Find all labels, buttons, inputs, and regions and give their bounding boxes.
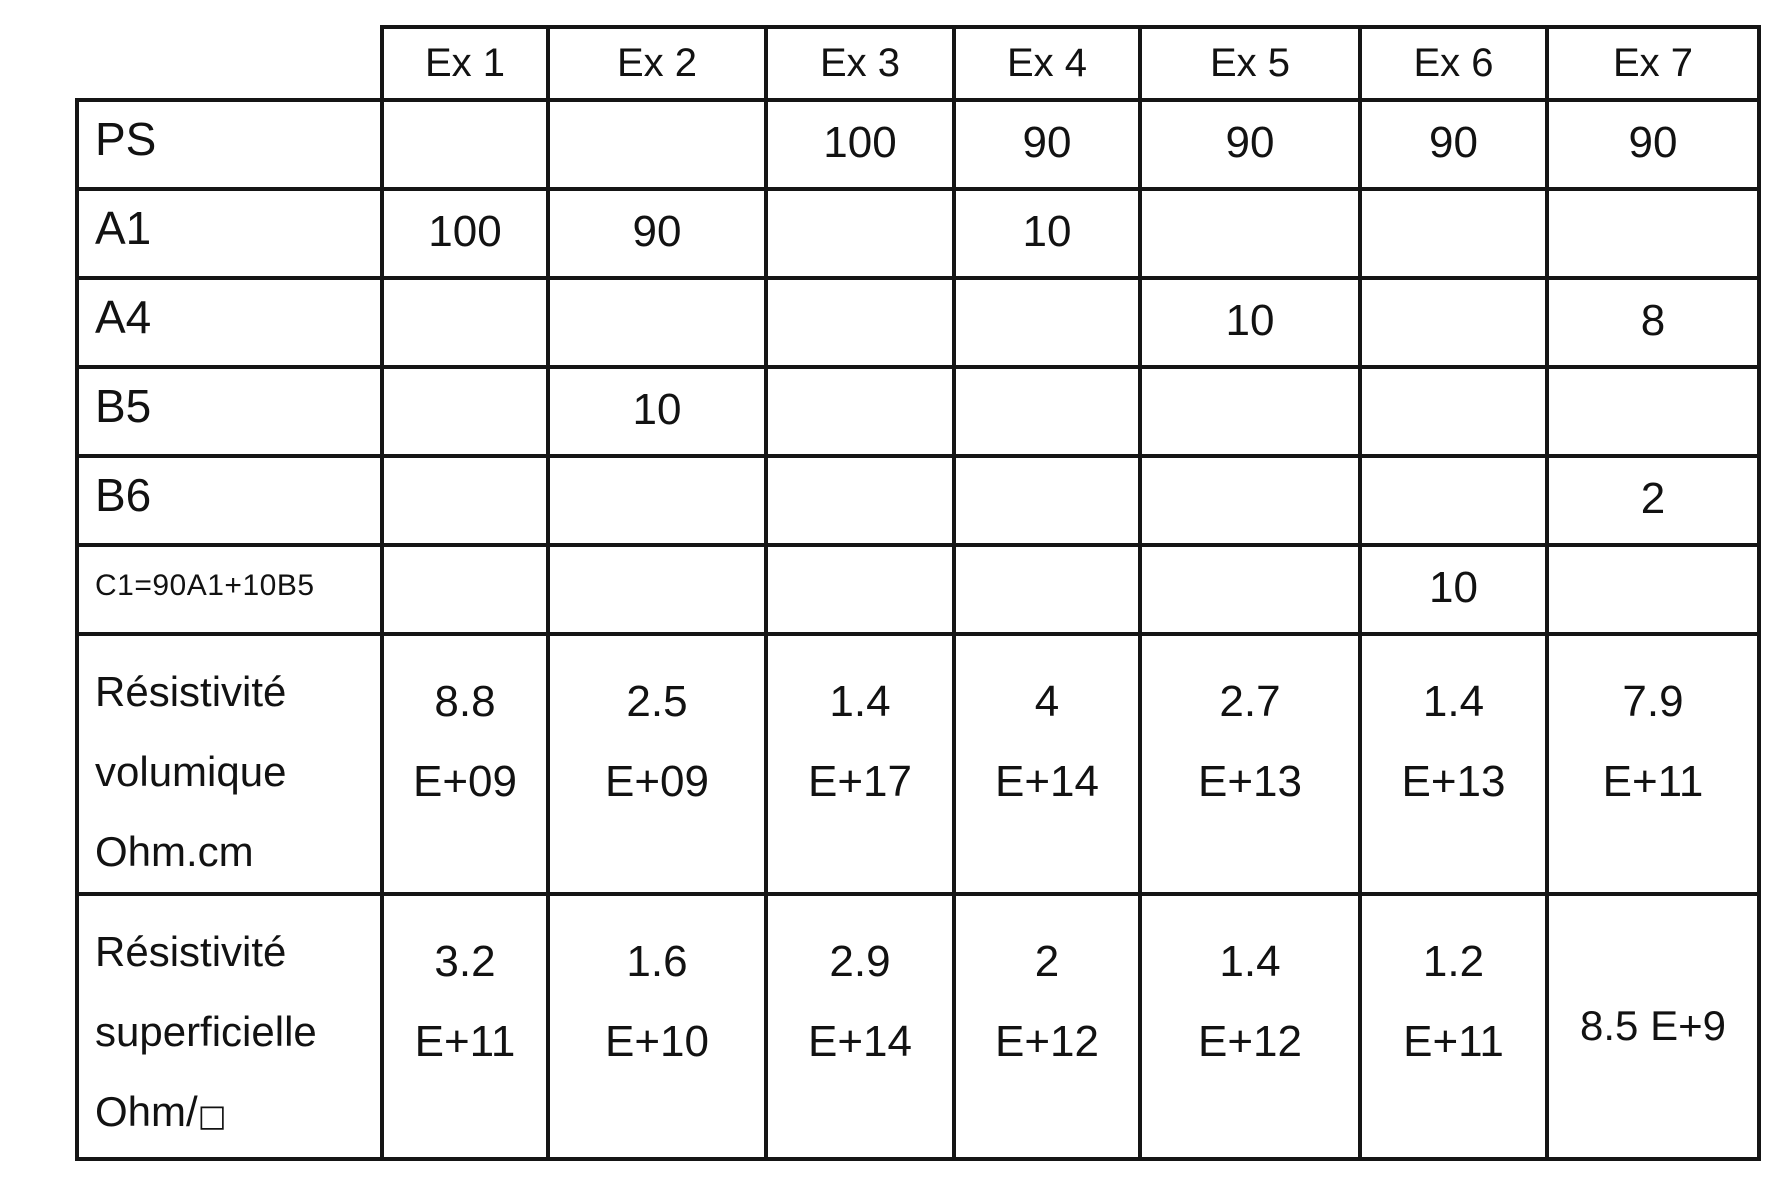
value-cell: 90 bbox=[1140, 100, 1360, 189]
exponent: E+11 bbox=[1602, 757, 1704, 806]
mantissa: 1.4 bbox=[1219, 937, 1281, 986]
exponent: E+17 bbox=[808, 757, 912, 806]
value-cell bbox=[1360, 894, 1547, 1159]
value-cell bbox=[1547, 894, 1759, 1159]
value-cell bbox=[1140, 456, 1360, 545]
value-cell bbox=[1140, 634, 1360, 894]
value-cell: 10 bbox=[548, 367, 766, 456]
table-row-surface-resistivity bbox=[77, 894, 1759, 1159]
header-ex5: Ex 5 bbox=[1140, 27, 1360, 100]
value-cell bbox=[954, 894, 1140, 1159]
table-row-volume-resistivity bbox=[77, 634, 1759, 894]
value-cell bbox=[1360, 189, 1547, 278]
value-cell bbox=[548, 545, 766, 634]
mantissa: 1.4 bbox=[1422, 677, 1485, 726]
row-label-a1: A1 bbox=[77, 189, 382, 278]
exponent: E+12 bbox=[1198, 1017, 1302, 1066]
exponent: E+13 bbox=[1198, 757, 1302, 806]
exponent: E+11 bbox=[414, 1017, 516, 1066]
value-cell bbox=[1140, 189, 1360, 278]
header-ex2: Ex 2 bbox=[548, 27, 766, 100]
value-cell bbox=[382, 545, 548, 634]
value-cell bbox=[766, 545, 954, 634]
value-cell bbox=[766, 278, 954, 367]
unit-prefix: Ohm/ bbox=[95, 1088, 198, 1135]
table-row-a1 bbox=[77, 189, 1759, 278]
mantissa: 2.5 bbox=[626, 677, 688, 726]
table-row-ps bbox=[77, 100, 1759, 189]
exponent: E+14 bbox=[808, 1017, 912, 1066]
value-cell bbox=[382, 100, 548, 189]
header-ex6: Ex 6 bbox=[1360, 27, 1547, 100]
mantissa: 1.4 bbox=[829, 677, 891, 726]
header-ex1: Ex 1 bbox=[382, 27, 548, 100]
single-line-value: 8.5 E+9 bbox=[1580, 1002, 1726, 1049]
value-cell: 90 bbox=[548, 189, 766, 278]
mantissa: 2.7 bbox=[1219, 677, 1281, 726]
value-cell: 100 bbox=[766, 100, 954, 189]
value-cell bbox=[548, 894, 766, 1159]
value-cell bbox=[382, 894, 548, 1159]
value-cell bbox=[766, 367, 954, 456]
mantissa: 1.6 bbox=[626, 937, 688, 986]
table-row-a4 bbox=[77, 278, 1759, 367]
mantissa: 3.2 bbox=[434, 937, 496, 986]
row-label-b5: B5 bbox=[77, 367, 382, 456]
value-cell: 10 bbox=[1140, 278, 1360, 367]
value-cell bbox=[382, 456, 548, 545]
exponent: E+09 bbox=[605, 757, 709, 806]
exponent: E+14 bbox=[995, 757, 1099, 806]
value-cell bbox=[548, 634, 766, 894]
row-label-volume-resistivity bbox=[77, 634, 382, 894]
value-cell bbox=[766, 634, 954, 894]
exponent: E+12 bbox=[995, 1017, 1099, 1066]
value-cell bbox=[1547, 545, 1759, 634]
row-label-a4: A4 bbox=[77, 278, 382, 367]
value-cell bbox=[766, 189, 954, 278]
value-cell bbox=[1360, 278, 1547, 367]
per-square-symbol: □ bbox=[197, 1099, 227, 1134]
header-ex4: Ex 4 bbox=[954, 27, 1140, 100]
value-cell bbox=[766, 456, 954, 545]
value-cell bbox=[1140, 367, 1360, 456]
value-cell: 90 bbox=[1547, 100, 1759, 189]
value-cell bbox=[548, 278, 766, 367]
header-ex3: Ex 3 bbox=[766, 27, 954, 100]
value-cell bbox=[548, 456, 766, 545]
value-cell: 10 bbox=[1360, 545, 1547, 634]
label-line: superficielle bbox=[95, 1008, 317, 1055]
value-cell bbox=[954, 278, 1140, 367]
value-cell bbox=[954, 367, 1140, 456]
label-line: volumique bbox=[95, 748, 287, 795]
value-cell: 100 bbox=[382, 189, 548, 278]
value-cell: 2 bbox=[1547, 456, 1759, 545]
value-cell bbox=[1360, 634, 1547, 894]
label-line: Résistivité bbox=[95, 928, 287, 975]
value-cell bbox=[1360, 456, 1547, 545]
value-cell bbox=[1360, 367, 1547, 456]
row-label-surface-resistivity bbox=[77, 894, 382, 1159]
table-row-b5 bbox=[77, 367, 1759, 456]
exponent: E+09 bbox=[413, 757, 517, 806]
row-label-ps: PS bbox=[77, 100, 382, 189]
value-cell bbox=[1547, 189, 1759, 278]
mantissa: 2 bbox=[1034, 937, 1060, 986]
value-cell bbox=[954, 634, 1140, 894]
exponent: E+11 bbox=[1403, 1017, 1504, 1066]
value-cell: 10 bbox=[954, 189, 1140, 278]
row-label-b6: B6 bbox=[77, 456, 382, 545]
table-row-b6 bbox=[77, 456, 1759, 545]
value-cell: 90 bbox=[1360, 100, 1547, 189]
table-row-c1 bbox=[77, 545, 1759, 634]
mantissa: 8.8 bbox=[434, 677, 496, 726]
value-cell bbox=[382, 367, 548, 456]
header-ex7: Ex 7 bbox=[1547, 27, 1759, 100]
composition-resistivity-table bbox=[75, 25, 1761, 1161]
mantissa: 1.2 bbox=[1422, 937, 1485, 986]
value-cell: 8 bbox=[1547, 278, 1759, 367]
value-cell bbox=[1140, 545, 1360, 634]
empty-corner bbox=[77, 27, 382, 100]
value-cell bbox=[954, 456, 1140, 545]
value-cell bbox=[954, 545, 1140, 634]
mantissa: 2.9 bbox=[829, 937, 891, 986]
value-cell bbox=[1140, 894, 1360, 1159]
value-cell bbox=[548, 100, 766, 189]
value-cell bbox=[382, 278, 548, 367]
header-row bbox=[77, 27, 1759, 100]
value-cell bbox=[766, 894, 954, 1159]
row-label-c1: C1=90A1+10B5 bbox=[77, 545, 382, 634]
exponent: E+13 bbox=[1401, 757, 1506, 806]
mantissa: 7.9 bbox=[1622, 677, 1684, 726]
value-cell bbox=[1547, 634, 1759, 894]
value-cell bbox=[382, 634, 548, 894]
label-line bbox=[95, 1072, 380, 1157]
label-line: Résistivité bbox=[95, 668, 287, 715]
value-cell: 90 bbox=[954, 100, 1140, 189]
mantissa: 4 bbox=[1034, 677, 1060, 726]
exponent: E+10 bbox=[605, 1017, 709, 1066]
value-cell bbox=[1547, 367, 1759, 456]
label-line: Ohm.cm bbox=[95, 828, 254, 875]
